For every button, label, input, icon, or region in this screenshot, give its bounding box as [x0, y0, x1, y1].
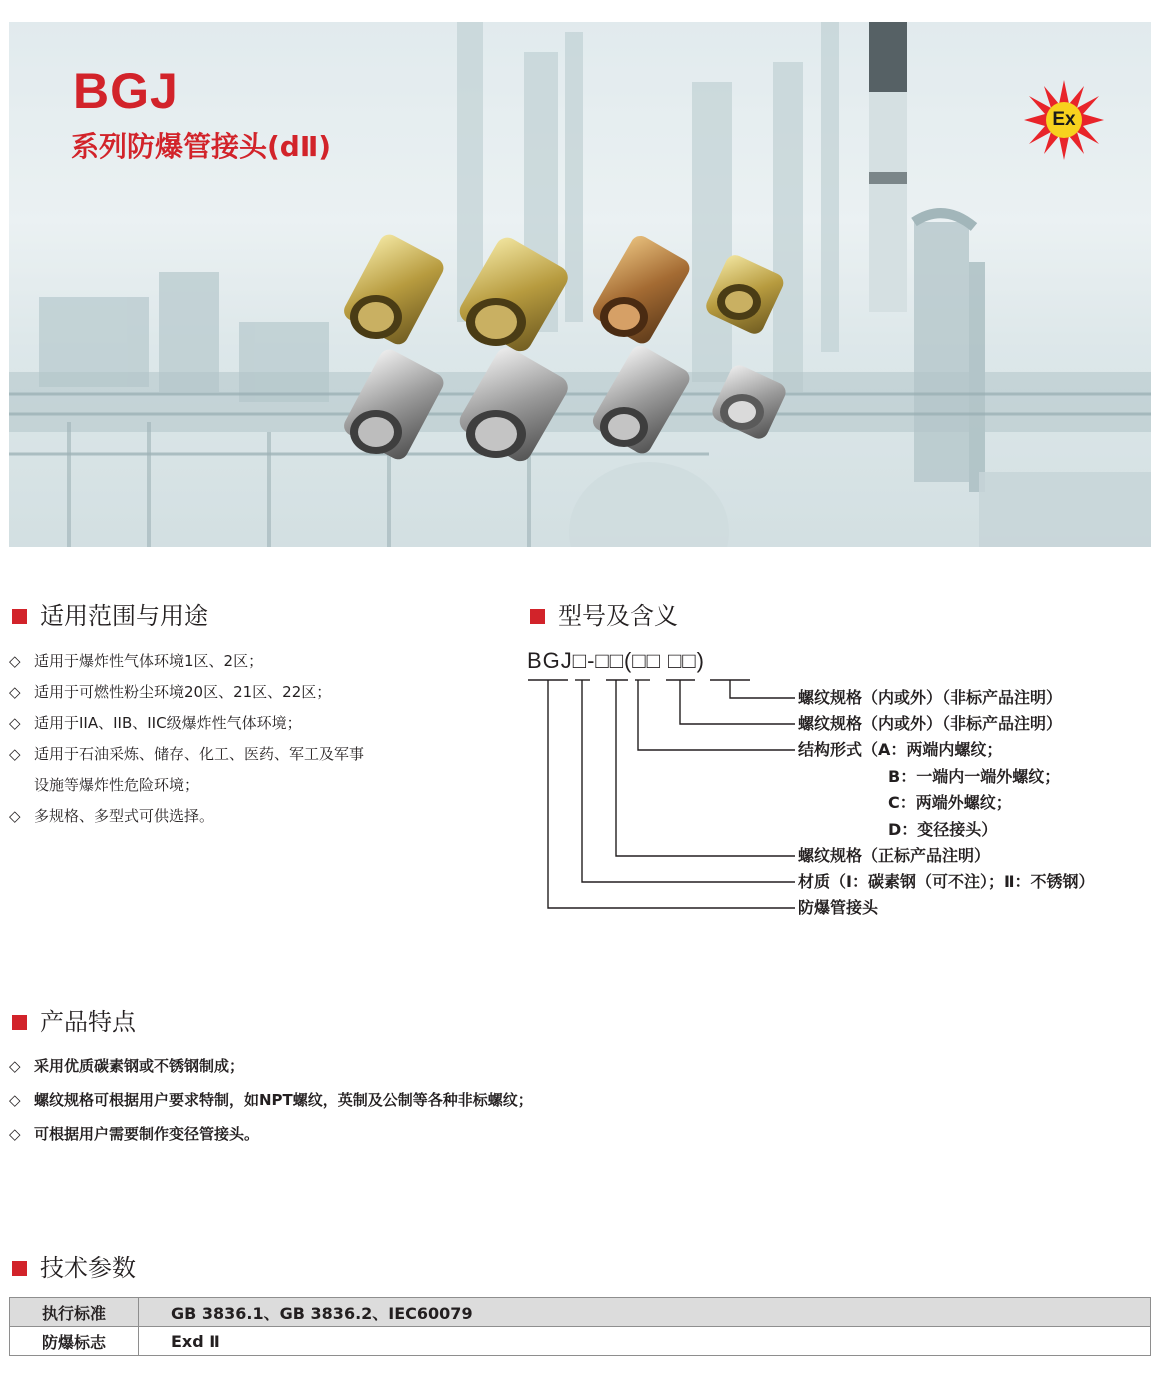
fitting-steel-nipple	[589, 342, 693, 457]
list-item	[9, 1117, 533, 1151]
usage-item-text: 适用于爆炸性气体环境1区、2区；	[34, 652, 264, 670]
fitting-steel-coupling	[455, 343, 572, 465]
features-section-header	[12, 1006, 136, 1038]
model-label-product: 防爆管接头	[798, 898, 879, 917]
diamond-icon: ◇	[9, 714, 21, 732]
model-leader-lines	[520, 670, 800, 920]
model-code: BGJ□-□□(□□ □□)	[527, 648, 705, 673]
fittings-product-photo	[334, 222, 794, 472]
diamond-icon: ◇	[9, 683, 21, 701]
model-label-thread-inner: 螺纹规格（内或外）（非标产品注明）	[798, 714, 1063, 733]
ex-explosion-proof-badge	[1022, 78, 1106, 162]
series-subtitle: 系列防爆管接头(dⅡ)	[71, 130, 332, 163]
usage-section-header	[12, 600, 208, 632]
param-key: 执行标准	[10, 1298, 139, 1327]
fitting-steel-hex-nipple	[341, 346, 447, 463]
feature-item-text: 螺纹规格可根据用户要求特制，如NPT螺纹，英制及公制等各种非标螺纹；	[34, 1091, 533, 1109]
red-square-icon	[12, 609, 27, 624]
list-item	[9, 677, 364, 708]
usage-item-text: 适用于石油采炼、储存、化工、医药、军工及军事	[34, 745, 365, 763]
list-item	[9, 1049, 533, 1083]
feature-item-text: 可根据用户需要制作变径管接头。	[34, 1125, 260, 1143]
list-item	[9, 708, 364, 739]
usage-list	[9, 646, 364, 832]
diamond-icon: ◇	[9, 807, 21, 825]
usage-item-text: 适用于可燃性粉尘环境20区、21区、22区；	[34, 683, 332, 701]
diamond-icon: ◇	[9, 745, 21, 763]
param-value: Exd Ⅱ	[139, 1327, 1151, 1356]
ex-label: Ex	[1052, 109, 1076, 130]
diamond-icon: ◇	[9, 1125, 21, 1143]
list-item-continuation	[9, 770, 364, 801]
red-square-icon	[12, 1261, 27, 1276]
model-label-material: 材质（Ⅰ：碳素钢（可不注）；Ⅱ：不锈钢）	[798, 872, 1095, 891]
params-section-header	[12, 1252, 136, 1284]
diamond-icon: ◇	[9, 652, 21, 670]
params-table	[9, 1297, 1151, 1356]
diamond-icon: ◇	[9, 1091, 21, 1109]
fitting-steel-reducer	[709, 362, 789, 442]
usage-item-text: 设施等爆炸性危险环境；	[34, 776, 200, 794]
list-item	[9, 646, 364, 677]
param-key: 防爆标志	[10, 1327, 139, 1356]
brand-title: BGJ	[73, 63, 179, 119]
fitting-gold-coupling	[455, 233, 572, 355]
features-list	[9, 1049, 533, 1151]
diamond-icon: ◇	[9, 1057, 21, 1075]
params-section-title: 技术参数	[40, 1254, 136, 1282]
model-label-structure-d: D：变径接头）	[888, 820, 998, 839]
model-label-thread-outer: 螺纹规格（内或外）（非标产品注明）	[798, 688, 1063, 707]
fitting-copper-nipple	[589, 232, 693, 347]
usage-section-title: 适用范围与用途	[40, 602, 208, 630]
model-label-structure-b: B：一端内一端外螺纹；	[888, 767, 1061, 786]
feature-item-text: 采用优质碳素钢或不锈钢制成；	[34, 1057, 245, 1075]
param-value: GB 3836.1、GB 3836.2、IEC60079	[139, 1298, 1151, 1327]
fitting-gold-reducer	[703, 252, 787, 337]
table-row	[10, 1327, 1151, 1356]
red-square-icon	[12, 1015, 27, 1030]
model-label-structure: 结构形式（A：两端内螺纹；	[798, 740, 1003, 759]
features-section-title: 产品特点	[40, 1008, 136, 1036]
model-label-structure-c: C：两端外螺纹；	[888, 793, 1012, 812]
hero-banner	[9, 22, 1151, 547]
model-section-title: 型号及含义	[558, 602, 678, 630]
list-item	[9, 739, 364, 770]
usage-item-text: 适用于IIA、IIB、IIC级爆炸性气体环境；	[34, 714, 302, 732]
list-item	[9, 1083, 533, 1117]
table-row	[10, 1298, 1151, 1327]
usage-item-text: 多规格、多型式可供选择。	[34, 807, 215, 825]
model-section-header	[530, 600, 678, 632]
red-square-icon	[530, 609, 545, 624]
fitting-gold-hex-nipple	[341, 231, 447, 348]
model-label-thread-standard: 螺纹规格（正标产品注明）	[798, 846, 991, 865]
list-item	[9, 801, 364, 832]
